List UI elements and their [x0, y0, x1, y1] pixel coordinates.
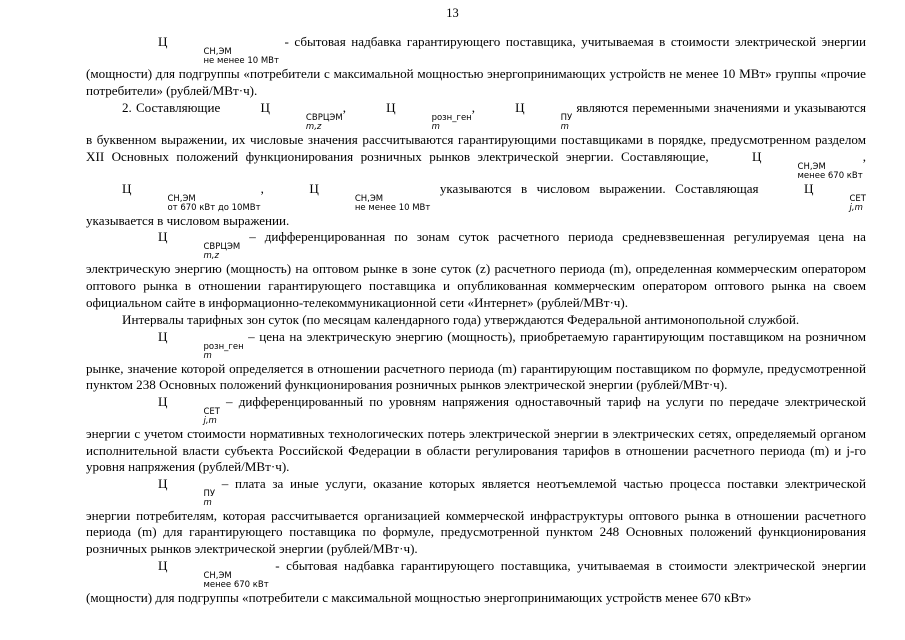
- symbol-c-set: Ц СЕТ j,m: [804, 180, 866, 213]
- symbol-c-svrcem-def: Ц СВРЦЭМ m,z: [158, 229, 241, 262]
- symbol-c-pu-def: Ц ПУ m: [158, 475, 216, 508]
- paragraph-sn-em-10mw: Ц СН,ЭМ не менее 10 МВт - сбытовая надбавка гарантирующего поставщика, учитываемая в стоимости электрической энергии (мощности) для подгруппы «потребители с максимальной мощностью энергопринимающих устройств не менее 10 МВт» группы «прочие потребители» (рублей/МВт·ч).: [86, 34, 866, 98]
- paragraph-rozn-gen: Ц розн_ген m – цена на электрическую энергию (мощность), приобретаемую гарантирующим поставщиком на розничном рынке, значение которой определяется в отношении расчетного периода (m) гарантирующим поставщиком по формуле, предусмотренной пунктом 238 Основных положений функционирования розничных рынков электрической энергии (рублей/МВт·ч).: [86, 328, 866, 393]
- paragraph-components: 2. Составляющие Ц СВРЦЭМ m,z , Ц розн_ген m , Ц ПУ m являются переменными значениями и указываются в буквенном выражении, их числовые значения рассчитываются гарантирующими поставщиками в порядке, предусмотренном разделом XII Основных положений функционирования розничных рынков электрической энергии. Составляющие, Ц СН,ЭМ менее 670 кВт , Ц СН,ЭМ от 670 кВт до 10МВт , Ц СН,ЭМ не менее 10 МВт указываются в числовом выражении. Составляющая Ц СЕТ j,m указывается в числовом выражении.: [86, 100, 866, 228]
- symbol-c-pu: Ц ПУ m: [515, 100, 573, 133]
- paragraph-intervals: Интервалы тарифных зон суток (по месяцам календарного года) утверждаются Федеральной антимонопольной службой.: [122, 312, 800, 328]
- symbol-c-rozn-gen-def: Ц розн_ген m: [158, 328, 244, 361]
- symbol-c-sn-em-10mw: Ц СН,ЭМ не менее 10 МВт: [158, 34, 279, 66]
- document-body: [86, 34, 866, 606]
- paragraph-pu: Ц ПУ m – плата за иные услуги, оказание которых является неотъемлемой частью процесса поставки электрической энергии потребителям, которая рассчитывается организацией коммерческой инфраструктуры оптового рынка в отношении расчетного периода (m) для гарантирующего поставщика по формуле, предусмотренной пунктом 248 Основных положений функционирования розничных рынков электрической энергии (рублей/МВт·ч).: [86, 475, 866, 556]
- symbol-c-sn-em-670-def: Ц СН,ЭМ менее 670 кВт: [158, 557, 269, 590]
- paragraph-set: Ц СЕТ j,m – дифференцированный по уровням напряжения одноставочный тариф на услуги по передаче электрической энергии с учетом стоимости нормативных технологических потерь электрической энергии в электрических сетях, определяемый органом исполнительной власти субъекта Российской Федерации в области регулирования тарифов в отношении расчетного периода (m) и j-го уровня напряжения (рублей/МВт·ч).: [86, 393, 866, 475]
- symbol-c-rozn-gen: Ц розн_ген m: [386, 100, 472, 133]
- paragraph-svrcem: Ц СВРЦЭМ m,z – дифференцированная по зонам суток расчетного периода средневзвешенная регулируемая цена на электрическую энергию (мощность) на оптовом рынке в зоне суток (z) расчетного периода (m), определенная коммерческим оператором оптового рынка в отношении гарантирующего поставщика и опубликованная коммерческим оператором оптового рынка на своем официальном сайте в информационно-телекоммуникационной сети «Интернет» (рублей/МВт·ч).: [86, 229, 866, 310]
- symbol-c-svrcem: Ц СВРЦЭМ m,z: [260, 100, 343, 133]
- symbol-c-sn-em-10mw-2: Ц СН,ЭМ не менее 10 МВт: [309, 180, 431, 213]
- paragraph-sn-em-670: Ц СН,ЭМ менее 670 кВт - сбытовая надбавка гарантирующего поставщика, учитываемая в стоимости электрической энергии (мощности) для подгруппы «потребители с максимальной мощностью энергопринимающих устройств менее 670 кВт»: [86, 557, 866, 605]
- symbol-c-set-def: Ц СЕТ j,m: [158, 393, 220, 426]
- page-number: 13: [446, 6, 459, 20]
- symbol-c-sn-em-670-10: Ц СН,ЭМ от 670 кВт до 10МВт: [122, 180, 261, 213]
- symbol-c-sn-em-670: Ц СН,ЭМ менее 670 кВт: [752, 148, 863, 181]
